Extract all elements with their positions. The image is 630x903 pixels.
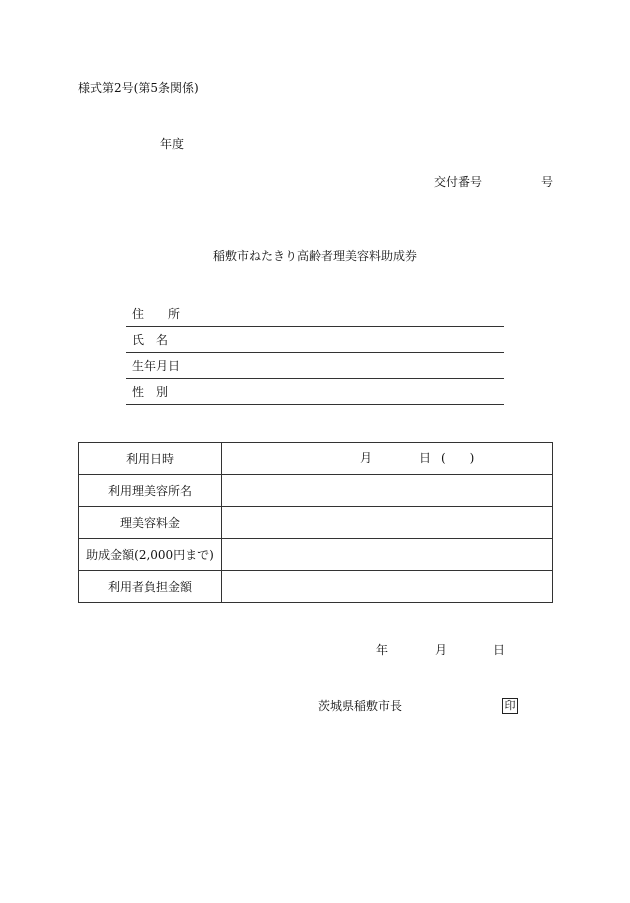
gender-label: 性 別 (132, 385, 169, 399)
usage-table (78, 442, 553, 603)
day-label: 日 (419, 451, 432, 465)
issuer-name: 茨城県稲敷市長 (318, 699, 403, 713)
user-burden-label: 利用者負担金額 (79, 571, 222, 603)
footer-month: 月 (435, 643, 448, 657)
subsidy-amount-value[interactable] (222, 539, 553, 571)
table-row (79, 507, 553, 539)
fee-label: 理美容料金 (79, 507, 222, 539)
fiscal-year-label: 年度 (160, 137, 185, 151)
user-burden-value[interactable] (222, 571, 553, 603)
table-row (79, 571, 553, 603)
gender-line (126, 404, 504, 405)
usage-datetime-value[interactable] (222, 443, 553, 475)
address-label: 住 所 (132, 307, 181, 321)
address-line (126, 326, 504, 327)
document-title: 稲敷市ねたきり高齢者理美容料助成券 (212, 249, 417, 263)
birthdate-label: 生年月日 (132, 359, 181, 373)
name-line (126, 352, 504, 353)
form-number: 様式第2号(第5条関係) (78, 81, 199, 95)
footer-year: 年 (376, 643, 389, 657)
weekday-parentheses: ( ) (441, 451, 475, 465)
salon-name-value[interactable] (222, 475, 553, 507)
table-row (79, 443, 553, 475)
subsidy-amount-label: 助成金額(2,000円まで) (79, 539, 222, 571)
fee-value[interactable] (222, 507, 553, 539)
table-row (79, 475, 553, 507)
footer-day: 日 (493, 643, 506, 657)
issue-number-label: 交付番号 (434, 175, 483, 189)
birthdate-line (126, 378, 504, 379)
usage-datetime-label: 利用日時 (79, 443, 222, 475)
name-label: 氏 名 (132, 333, 169, 347)
issue-number-suffix: 号 (541, 175, 554, 189)
seal-mark: 印 (502, 698, 518, 714)
salon-name-label: 利用理美容所名 (79, 475, 222, 507)
month-label: 月 (360, 451, 373, 465)
table-row (79, 539, 553, 571)
